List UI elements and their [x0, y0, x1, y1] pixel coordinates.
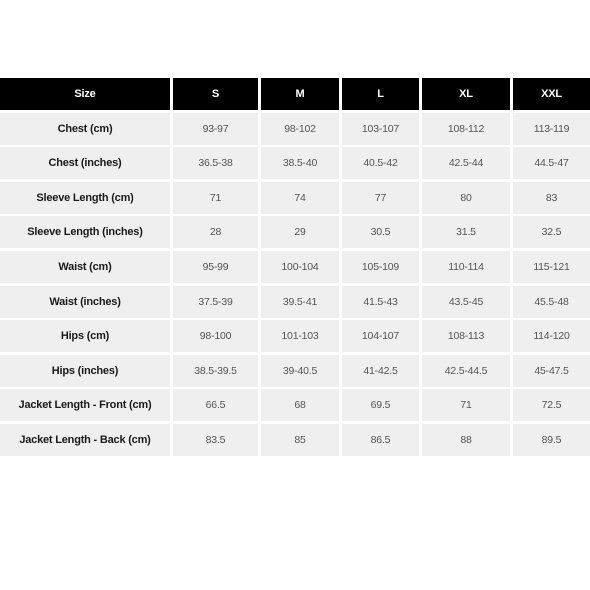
size-value-cell: 68: [261, 389, 339, 421]
size-value-cell: 29: [261, 216, 339, 248]
size-value-cell: 103-107: [342, 113, 419, 145]
size-value-cell: 31.5: [422, 216, 510, 248]
header-cell-m: M: [261, 78, 339, 110]
size-value-cell: 83.5: [173, 424, 258, 456]
size-value-cell: 89.5: [513, 424, 590, 456]
row-label: Jacket Length - Front (cm): [0, 389, 170, 421]
size-value-cell: 28: [173, 216, 258, 248]
size-value-cell: 88: [422, 424, 510, 456]
size-value-cell: 114-120: [513, 320, 590, 352]
size-value-cell: 43.5-45: [422, 286, 510, 318]
header-cell-l: L: [342, 78, 419, 110]
size-value-cell: 39.5-41: [261, 286, 339, 318]
size-value-cell: 98-100: [173, 320, 258, 352]
size-value-cell: 85: [261, 424, 339, 456]
size-value-cell: 80: [422, 182, 510, 214]
size-value-cell: 100-104: [261, 251, 339, 283]
size-chart-table: [0, 78, 590, 456]
size-value-cell: 74: [261, 182, 339, 214]
size-value-cell: 101-103: [261, 320, 339, 352]
header-cell-xl: XL: [422, 78, 510, 110]
size-value-cell: 40.5-42: [342, 147, 419, 179]
size-value-cell: 36.5-38: [173, 147, 258, 179]
size-value-cell: 93-97: [173, 113, 258, 145]
size-value-cell: 42.5-44: [422, 147, 510, 179]
row-label: Chest (cm): [0, 113, 170, 145]
header-cell-s: S: [173, 78, 258, 110]
size-value-cell: 38.5-40: [261, 147, 339, 179]
size-value-cell: 86.5: [342, 424, 419, 456]
row-label: Sleeve Length (inches): [0, 216, 170, 248]
size-value-cell: 37.5-39: [173, 286, 258, 318]
size-value-cell: 41.5-43: [342, 286, 419, 318]
header-cell-xxl: XXL: [513, 78, 590, 110]
row-label: Waist (cm): [0, 251, 170, 283]
size-value-cell: 71: [173, 182, 258, 214]
size-value-cell: 108-113: [422, 320, 510, 352]
size-value-cell: 30.5: [342, 216, 419, 248]
size-value-cell: 115-121: [513, 251, 590, 283]
row-label: Jacket Length - Back (cm): [0, 424, 170, 456]
size-value-cell: 45.5-48: [513, 286, 590, 318]
header-cell-size: Size: [0, 78, 170, 110]
row-label: Hips (cm): [0, 320, 170, 352]
size-value-cell: 83: [513, 182, 590, 214]
size-value-cell: 44.5-47: [513, 147, 590, 179]
size-value-cell: 98-102: [261, 113, 339, 145]
size-value-cell: 38.5-39.5: [173, 355, 258, 387]
size-value-cell: 42.5-44.5: [422, 355, 510, 387]
size-value-cell: 113-119: [513, 113, 590, 145]
size-value-cell: 95-99: [173, 251, 258, 283]
row-label: Waist (inches): [0, 286, 170, 318]
row-label: Chest (inches): [0, 147, 170, 179]
size-value-cell: 108-112: [422, 113, 510, 145]
size-value-cell: 71: [422, 389, 510, 421]
size-value-cell: 41-42.5: [342, 355, 419, 387]
size-value-cell: 104-107: [342, 320, 419, 352]
size-value-cell: 39-40.5: [261, 355, 339, 387]
size-value-cell: 66.5: [173, 389, 258, 421]
size-value-cell: 69.5: [342, 389, 419, 421]
row-label: Hips (inches): [0, 355, 170, 387]
size-value-cell: 110-114: [422, 251, 510, 283]
size-value-cell: 105-109: [342, 251, 419, 283]
row-label: Sleeve Length (cm): [0, 182, 170, 214]
size-value-cell: 72.5: [513, 389, 590, 421]
size-value-cell: 45-47.5: [513, 355, 590, 387]
size-value-cell: 32.5: [513, 216, 590, 248]
size-value-cell: 77: [342, 182, 419, 214]
